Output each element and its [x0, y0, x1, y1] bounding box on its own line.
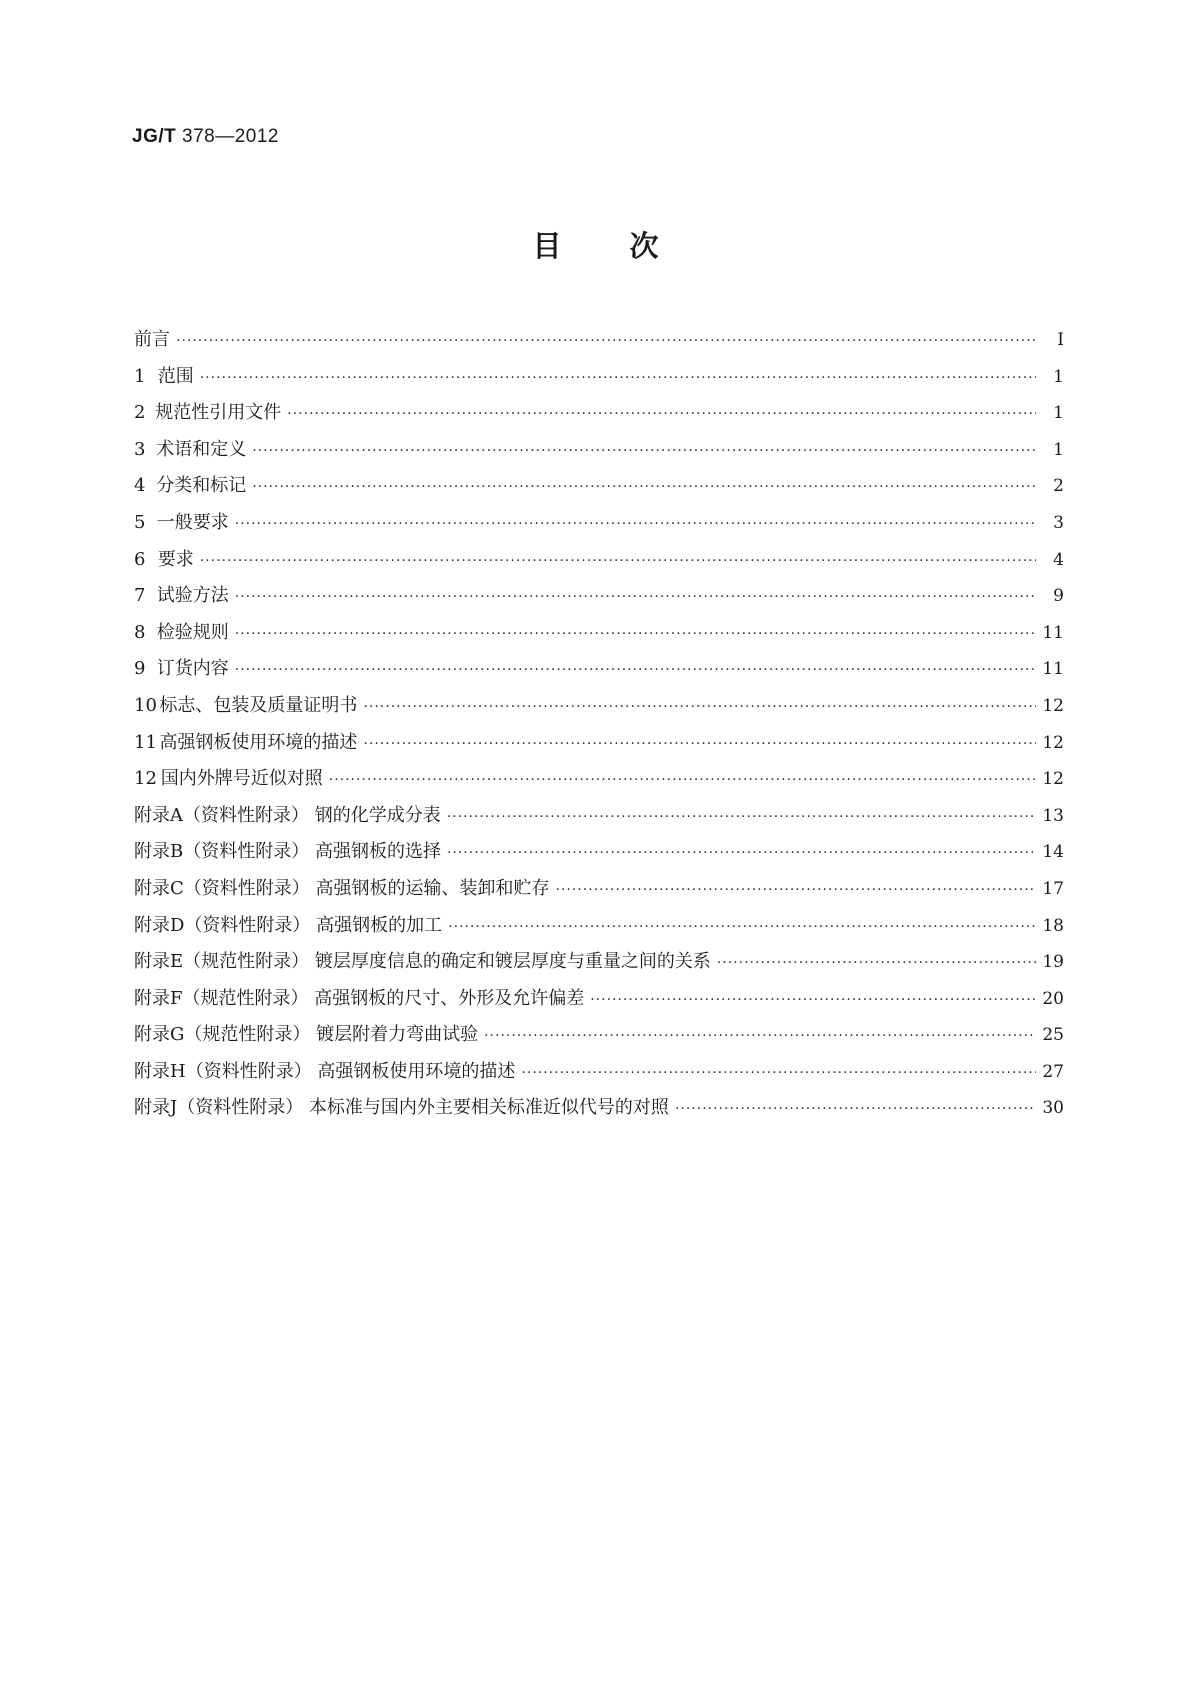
- standard-code: [132, 126, 279, 148]
- toc-entry-number: 9: [134, 658, 146, 680]
- toc-entry-label: 分类和标记: [156, 475, 247, 497]
- toc-entry-label: 前言: [134, 329, 170, 350]
- toc-entry-label: 标志、包装及质量证明书: [159, 694, 358, 716]
- toc-entry[interactable]: [134, 1093, 1064, 1130]
- toc-entry-number: 10: [134, 694, 157, 716]
- toc-leader-dots: [717, 955, 1036, 971]
- toc-entry-label: 附录F（规范性附录） 高强钢板的尺寸、外形及允许偏差: [134, 987, 585, 1009]
- toc-leader-dots: [675, 1101, 1036, 1117]
- toc-entry-page: 1: [1053, 403, 1064, 424]
- toc-entry-page: 18: [1042, 915, 1064, 936]
- toc-entry-page: 30: [1042, 1098, 1064, 1119]
- toc-leader-dots: [590, 992, 1036, 1008]
- toc-entry-label: 试验方法: [156, 585, 229, 607]
- toc-entry[interactable]: [134, 984, 1064, 1021]
- toc-leader-dots: [521, 1065, 1036, 1081]
- table-of-contents: [134, 325, 1064, 1130]
- toc-entry-page: 14: [1042, 842, 1064, 863]
- toc-entry-number: 7: [134, 585, 146, 607]
- toc-leader-dots: [235, 589, 1036, 605]
- toc-entry-label: 范围: [157, 365, 194, 387]
- toc-leader-dots: [329, 772, 1036, 788]
- toc-leader-dots: [556, 882, 1037, 898]
- toc-entry-page: 3: [1053, 512, 1064, 533]
- toc-entry[interactable]: [134, 471, 1064, 508]
- toc-entry-page: 11: [1042, 659, 1064, 680]
- toc-entry-label: 检验规则: [156, 621, 229, 643]
- toc-entry[interactable]: [134, 508, 1064, 545]
- toc-entry[interactable]: [134, 325, 1064, 362]
- toc-entry-label: 附录E（规范性附录） 镀层厚度信息的确定和镀层厚度与重量之间的关系: [134, 951, 711, 973]
- toc-entry[interactable]: [134, 398, 1064, 435]
- toc-entry[interactable]: [134, 1057, 1064, 1094]
- toc-entry-label: 要求: [157, 548, 194, 570]
- toc-entry-number: 5: [134, 511, 146, 533]
- toc-entry-page: 4: [1053, 549, 1064, 570]
- toc-entry[interactable]: [134, 691, 1064, 728]
- toc-entry[interactable]: [134, 947, 1064, 984]
- toc-entry-label: 附录D（资料性附录） 高强钢板的加工: [134, 914, 443, 936]
- toc-entry-page: 20: [1042, 988, 1064, 1009]
- toc-leader-dots: [363, 736, 1036, 752]
- toc-entry-page: 11: [1042, 622, 1064, 643]
- toc-leader-dots: [235, 516, 1036, 532]
- toc-leader-dots: [235, 662, 1036, 678]
- toc-leader-dots: [363, 699, 1036, 715]
- toc-leader-dots: [235, 626, 1036, 642]
- toc-entry[interactable]: [134, 545, 1064, 582]
- toc-entry-page: 12: [1042, 769, 1064, 790]
- toc-entry-label: 附录C（资料性附录） 高强钢板的运输、装卸和贮存: [134, 877, 550, 899]
- toc-entry[interactable]: [134, 435, 1064, 472]
- toc-entry-label: 附录G（规范性附录） 镀层附着力弯曲试验: [134, 1024, 479, 1046]
- toc-leader-dots: [252, 479, 1036, 495]
- page-title: 目次: [532, 229, 727, 263]
- toc-entry-number: 4: [134, 475, 146, 497]
- toc-entry-number: 11: [134, 731, 157, 753]
- toc-leader-dots: [448, 919, 1036, 935]
- toc-entry-page: 12: [1042, 732, 1064, 753]
- toc-entry-number: 8: [134, 621, 146, 643]
- toc-entry[interactable]: [134, 874, 1064, 911]
- toc-entry-label: 规范性引用文件: [155, 402, 282, 424]
- toc-entry-number: 3: [134, 438, 146, 460]
- toc-entry-label: 附录H（资料性附录） 高强钢板使用环境的描述: [134, 1060, 516, 1082]
- toc-entry-page: 2: [1053, 476, 1064, 497]
- toc-leader-dots: [447, 809, 1036, 825]
- toc-entry[interactable]: [134, 801, 1064, 838]
- toc-entry-page: 17: [1042, 878, 1064, 899]
- toc-entry[interactable]: [134, 911, 1064, 948]
- toc-entry-label: 附录B（资料性附录） 高强钢板的选择: [134, 841, 441, 863]
- toc-entry[interactable]: [134, 362, 1064, 399]
- toc-entry[interactable]: [134, 618, 1064, 655]
- toc-entry-label: 一般要求: [156, 511, 229, 533]
- standard-code-number: 378—2012: [182, 126, 279, 147]
- toc-entry[interactable]: [134, 581, 1064, 618]
- toc-entry-page: 19: [1042, 952, 1064, 973]
- toc-entry-page: 25: [1042, 1025, 1064, 1046]
- toc-entry-page: 1: [1053, 366, 1064, 387]
- toc-leader-dots: [287, 406, 1036, 422]
- toc-leader-dots: [447, 845, 1036, 861]
- toc-entry-label: 附录A（资料性附录） 钢的化学成分表: [134, 804, 441, 826]
- toc-leader-dots: [252, 443, 1036, 459]
- toc-entry-number: 6: [134, 548, 146, 570]
- standard-code-prefix: JG/T: [132, 126, 177, 147]
- toc-leader-dots: [484, 1028, 1036, 1044]
- toc-entry-label: 高强钢板使用环境的描述: [159, 731, 358, 753]
- toc-entry-label: 附录J（资料性附录） 本标准与国内外主要相关标准近似代号的对照: [134, 1097, 669, 1119]
- toc-entry-number: 2: [134, 402, 146, 424]
- toc-entry-page: 9: [1053, 586, 1064, 607]
- toc-leader-dots: [176, 333, 1036, 349]
- toc-entry-page: 13: [1042, 805, 1064, 826]
- toc-leader-dots: [200, 553, 1036, 569]
- toc-entry[interactable]: [134, 654, 1064, 691]
- toc-entry-page: 1: [1053, 439, 1064, 460]
- toc-entry-page: Ⅰ: [1057, 330, 1064, 350]
- toc-entry[interactable]: [134, 728, 1064, 765]
- toc-entry-label: 术语和定义: [156, 438, 247, 460]
- toc-entry[interactable]: [134, 1020, 1064, 1057]
- toc-entry-page: 27: [1042, 1061, 1064, 1082]
- toc-leader-dots: [200, 370, 1036, 386]
- toc-entry-label: 国内外牌号近似对照: [160, 768, 323, 790]
- toc-entry-number: 12: [134, 768, 157, 790]
- toc-entry[interactable]: [134, 764, 1064, 801]
- toc-entry-number: 1: [134, 365, 146, 387]
- toc-entry-label: 订货内容: [156, 658, 229, 680]
- toc-entry-page: 12: [1042, 695, 1064, 716]
- toc-entry[interactable]: [134, 837, 1064, 874]
